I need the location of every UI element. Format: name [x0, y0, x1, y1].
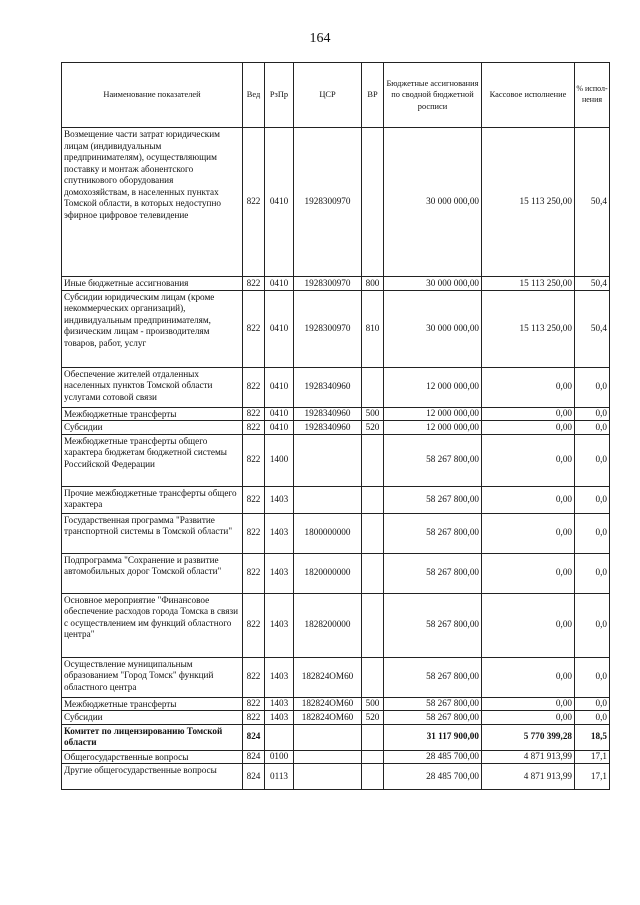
row-rzpr: 1403: [265, 486, 294, 513]
row-pct: 50,4: [575, 277, 610, 291]
row-cash: 0,00: [482, 593, 575, 657]
row-budget: 12 000 000,00: [384, 407, 482, 421]
row-ved: 822: [243, 657, 265, 697]
row-rzpr: 1400: [265, 434, 294, 486]
table-row: [62, 697, 610, 711]
row-ved: 824: [243, 724, 265, 750]
row-cash: 0,00: [482, 367, 575, 407]
row-rzpr: 0113: [265, 764, 294, 790]
row-rzpr: 1403: [265, 657, 294, 697]
row-ved: 824: [243, 750, 265, 764]
header-cash: Кассовое исполнение: [482, 63, 575, 128]
row-rzpr: 1403: [265, 553, 294, 593]
row-pct: 0,0: [575, 434, 610, 486]
row-pct: 0,0: [575, 421, 610, 435]
row-name: Подпрограмма "Сохранение и развитие автомобильных дорог Томской области": [62, 553, 243, 593]
row-ved: 822: [243, 290, 265, 367]
row-name: Государственная программа "Развитие транспортной системы в Томской области": [62, 513, 243, 553]
row-cash: 0,00: [482, 434, 575, 486]
row-pct: 0,0: [575, 367, 610, 407]
row-name: Обеспечение жителей отдаленных населенных пунктов Томской области услугами сотовой связи: [62, 367, 243, 407]
row-csr: 1828200000: [294, 593, 362, 657]
row-name: Субсидии: [62, 421, 243, 435]
row-vr: [362, 764, 384, 790]
row-ved: 822: [243, 513, 265, 553]
row-ved: 822: [243, 421, 265, 435]
row-csr: 182824ОМ60: [294, 697, 362, 711]
row-budget: 31 117 900,00: [384, 724, 482, 750]
row-vr: 520: [362, 421, 384, 435]
table-row: [62, 421, 610, 435]
row-budget: 58 267 800,00: [384, 486, 482, 513]
row-csr: 182824ОМ60: [294, 657, 362, 697]
row-vr: 800: [362, 277, 384, 291]
row-budget: 58 267 800,00: [384, 434, 482, 486]
table-row: [62, 513, 610, 553]
row-cash: 0,00: [482, 486, 575, 513]
row-ved: 822: [243, 434, 265, 486]
row-name: Межбюджетные трансферты: [62, 697, 243, 711]
header-budget: Бюджетные ассигнования по сводной бюджетной росписи: [384, 63, 482, 128]
row-csr: 1800000000: [294, 513, 362, 553]
row-name: Межбюджетные трансферты: [62, 407, 243, 421]
row-rzpr: 0410: [265, 128, 294, 277]
row-rzpr: 0410: [265, 290, 294, 367]
row-budget: 12 000 000,00: [384, 421, 482, 435]
row-csr: 1928300970: [294, 128, 362, 277]
row-rzpr: 1403: [265, 697, 294, 711]
row-name: Возмещение части затрат юридическим лицам (индивидуальным предпринимателям), осуществляющим поставку и монтаж абонентского спутникового оборудования домохозяйствам, в населенных пунктах Томской области, в которых недоступно эфирное цифровое телевидение: [62, 128, 243, 277]
row-rzpr: [265, 724, 294, 750]
row-rzpr: 0410: [265, 421, 294, 435]
row-csr: 1928340960: [294, 407, 362, 421]
row-rzpr: 0100: [265, 750, 294, 764]
row-cash: 15 113 250,00: [482, 128, 575, 277]
row-csr: 1928340960: [294, 367, 362, 407]
row-vr: [362, 128, 384, 277]
row-ved: 822: [243, 277, 265, 291]
row-ved: 822: [243, 697, 265, 711]
row-cash: 4 871 913,99: [482, 764, 575, 790]
table-row: [62, 128, 610, 277]
row-cash: 0,00: [482, 513, 575, 553]
row-name: Прочие межбюджетные трансферты общего характера: [62, 486, 243, 513]
row-name: Субсидии юридическим лицам (кроме некоммерческих организаций), индивидуальным предпринимателям, физическим лицам - производителям товаров, работ, услуг: [62, 290, 243, 367]
header-csr: ЦСР: [294, 63, 362, 128]
row-csr: [294, 750, 362, 764]
row-cash: 0,00: [482, 407, 575, 421]
row-pct: 0,0: [575, 711, 610, 725]
table-row: [62, 434, 610, 486]
row-pct: 0,0: [575, 513, 610, 553]
row-budget: 30 000 000,00: [384, 128, 482, 277]
table-row: [62, 277, 610, 291]
row-budget: 12 000 000,00: [384, 367, 482, 407]
row-budget: 28 485 700,00: [384, 764, 482, 790]
row-budget: 30 000 000,00: [384, 290, 482, 367]
row-ved: 822: [243, 593, 265, 657]
row-csr: [294, 486, 362, 513]
table-row: [62, 750, 610, 764]
table-row: [62, 407, 610, 421]
row-csr: 1820000000: [294, 553, 362, 593]
row-vr: [362, 513, 384, 553]
row-pct: 0,0: [575, 657, 610, 697]
row-cash: 15 113 250,00: [482, 277, 575, 291]
row-name: Основное мероприятие "Финансовое обеспечение расходов города Томска в связи с осуществлением им функций областного центра": [62, 593, 243, 657]
table-row: [62, 593, 610, 657]
row-rzpr: 1403: [265, 513, 294, 553]
row-vr: [362, 724, 384, 750]
row-name: Субсидии: [62, 711, 243, 725]
row-pct: 17,1: [575, 764, 610, 790]
budget-execution-table: [61, 62, 610, 790]
row-csr: 1928300970: [294, 277, 362, 291]
table-row: [62, 764, 610, 790]
row-budget: 58 267 800,00: [384, 513, 482, 553]
table-row-section-total: [62, 724, 610, 750]
row-name: Другие общегосударственные вопросы: [62, 764, 243, 790]
row-cash: 0,00: [482, 711, 575, 725]
row-name: Осуществление муниципальным образованием "Город Томск" функций областного центра: [62, 657, 243, 697]
row-cash: 5 770 399,28: [482, 724, 575, 750]
row-pct: 0,0: [575, 553, 610, 593]
row-ved: 824: [243, 764, 265, 790]
row-budget: 58 267 800,00: [384, 711, 482, 725]
row-rzpr: 0410: [265, 367, 294, 407]
row-csr: 182824ОМ60: [294, 711, 362, 725]
row-ved: 822: [243, 407, 265, 421]
row-rzpr: 1403: [265, 593, 294, 657]
row-ved: 822: [243, 486, 265, 513]
row-vr: [362, 657, 384, 697]
header-rzpr: РзПр: [265, 63, 294, 128]
table-row: [62, 657, 610, 697]
row-pct: 0,0: [575, 697, 610, 711]
row-vr: 500: [362, 697, 384, 711]
header-ved: Вед: [243, 63, 265, 128]
row-vr: [362, 553, 384, 593]
row-pct: 17,1: [575, 750, 610, 764]
row-rzpr: 0410: [265, 277, 294, 291]
row-pct: 0,0: [575, 486, 610, 513]
row-pct: 0,0: [575, 593, 610, 657]
row-csr: [294, 724, 362, 750]
row-rzpr: 1403: [265, 711, 294, 725]
row-pct: 50,4: [575, 128, 610, 277]
row-ved: 822: [243, 128, 265, 277]
row-pct: 0,0: [575, 407, 610, 421]
row-csr: [294, 764, 362, 790]
row-ved: 822: [243, 553, 265, 593]
row-cash: 0,00: [482, 553, 575, 593]
row-vr: [362, 593, 384, 657]
table-row: [62, 553, 610, 593]
table-header-row: [62, 63, 610, 128]
row-cash: 0,00: [482, 697, 575, 711]
row-pct: 50,4: [575, 290, 610, 367]
row-budget: 58 267 800,00: [384, 657, 482, 697]
row-budget: 28 485 700,00: [384, 750, 482, 764]
row-csr: 1928340960: [294, 421, 362, 435]
row-vr: [362, 434, 384, 486]
page-number: 164: [309, 31, 331, 46]
row-vr: 500: [362, 407, 384, 421]
row-cash: 15 113 250,00: [482, 290, 575, 367]
row-budget: 58 267 800,00: [384, 697, 482, 711]
row-csr: [294, 434, 362, 486]
row-cash: 4 871 913,99: [482, 750, 575, 764]
row-csr: 1928300970: [294, 290, 362, 367]
row-cash: 0,00: [482, 421, 575, 435]
row-name: Общегосударственные вопросы: [62, 750, 243, 764]
row-budget: 30 000 000,00: [384, 277, 482, 291]
row-pct: 18,5: [575, 724, 610, 750]
row-vr: 810: [362, 290, 384, 367]
row-vr: [362, 750, 384, 764]
row-rzpr: 0410: [265, 407, 294, 421]
header-name: Наименование показателей: [62, 63, 243, 128]
table-row: [62, 711, 610, 725]
row-vr: 520: [362, 711, 384, 725]
row-vr: [362, 486, 384, 513]
row-vr: [362, 367, 384, 407]
row-ved: 822: [243, 367, 265, 407]
table-row: [62, 290, 610, 367]
row-cash: 0,00: [482, 657, 575, 697]
row-budget: 58 267 800,00: [384, 553, 482, 593]
row-name: Иные бюджетные ассигнования: [62, 277, 243, 291]
row-budget: 58 267 800,00: [384, 593, 482, 657]
row-name: Межбюджетные трансферты общего характера бюджетам бюджетной системы Российской Федерации: [62, 434, 243, 486]
header-pct: % испол-нения: [575, 63, 610, 128]
table-row: [62, 367, 610, 407]
header-vr: ВР: [362, 63, 384, 128]
row-ved: 822: [243, 711, 265, 725]
table-row: [62, 486, 610, 513]
row-name: Комитет по лицензированию Томской области: [62, 724, 243, 750]
